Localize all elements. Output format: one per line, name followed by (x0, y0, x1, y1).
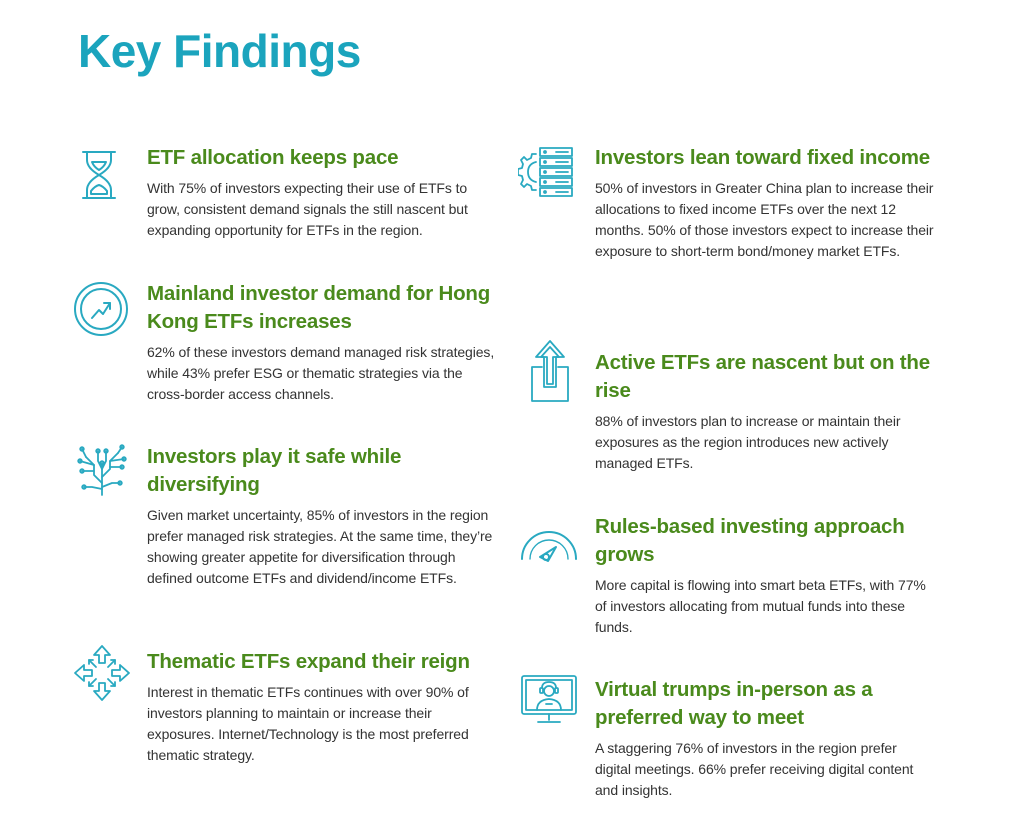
finding-heading: Investors play it safe while diversifying (147, 445, 402, 496)
finding-heading: Mainland investor demand for Hong Kong ETFs increases (147, 282, 491, 333)
gauge-icon (518, 517, 580, 563)
finding-body: With 75% of investors expecting their use of ETFs to grow, consistent demand signals the still nascent but expanding opportunity for ETFs in the region. (147, 180, 468, 238)
trend-arrow-circle-icon (72, 280, 130, 338)
four-way-arrows-icon (72, 642, 132, 704)
finding-body: Interest in thematic ETFs continues with over 90% of investors planning to maintain or increase their exposures. Internet/Technology is the most preferred thematic strategy. (147, 684, 469, 763)
server-gear-icon (518, 146, 576, 198)
page-title: Key Findings (78, 25, 361, 77)
finding-body: Given market uncertainty, 85% of investors in the region prefer managed risk strategies. At the same time, they’re showing greater appetite for diversification through defined outcome ETFs and dividend/income ETFs. (147, 507, 493, 586)
finding-body: 62% of these investors demand managed risk strategies, while 43% prefer ESG or thematic strategies via the cross-border access channels. (147, 344, 495, 402)
finding-body: A staggering 76% of investors in the region prefer digital meetings. 66% prefer receiving digital content and insights. (595, 740, 914, 798)
circuit-tree-icon (72, 439, 132, 499)
finding-body: More capital is flowing into smart beta ETFs, with 77% of investors allocating from mutual funds into these funds. (595, 577, 926, 635)
finding-heading: Virtual trumps in-person as a preferred way to meet (595, 678, 873, 729)
video-meeting-icon (520, 674, 578, 726)
finding-heading: Investors lean toward fixed income (595, 146, 930, 169)
upload-arrow-icon (524, 339, 574, 405)
hourglass-icon (74, 146, 124, 204)
finding-heading: Rules-based investing approach grows (595, 515, 905, 566)
finding-body: 88% of investors plan to increase or maintain their exposures as the region introduces new actively managed ETFs. (595, 413, 901, 471)
finding-heading: Thematic ETFs expand their reign (147, 650, 470, 673)
finding-heading: Active ETFs are nascent but on the rise (595, 351, 930, 402)
finding-body: 50% of investors in Greater China plan to increase their allocations to fixed income ETFs over the next 12 months. 50% of those investors expect to increase their exposure to short-term bond/money market ETFs. (595, 180, 934, 259)
finding-heading: ETF allocation keeps pace (147, 146, 399, 169)
